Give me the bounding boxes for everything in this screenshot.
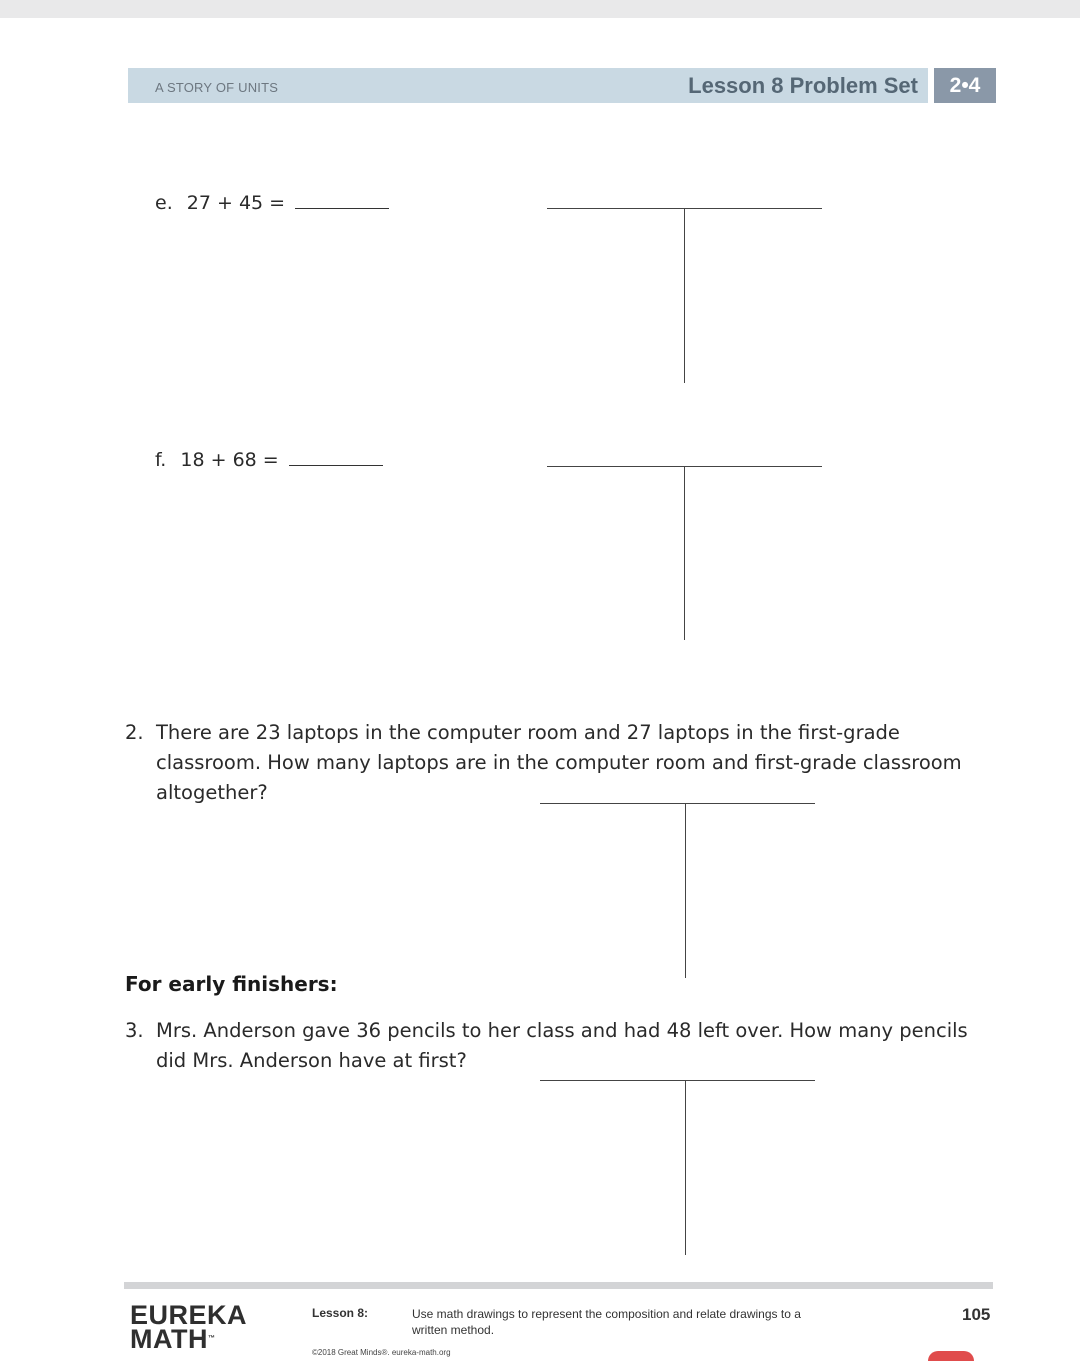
footer-rule — [124, 1282, 993, 1289]
logo-line-2: MATH — [130, 1324, 208, 1354]
logo-line-1: EUREKA — [130, 1300, 248, 1330]
lesson-title: Lesson 8 Problem Set — [688, 73, 918, 98]
problem-expression: 27 + 45 = — [186, 192, 286, 214]
footer-lesson-label: Lesson 8: — [312, 1306, 369, 1320]
footer-copyright: ©2018 Great Minds®. eureka-math.org — [312, 1348, 451, 1357]
problem-e — [155, 188, 389, 218]
problem-number: 3. — [125, 1019, 144, 1042]
top-strip — [0, 0, 1080, 18]
problem-text: Mrs. Anderson gave 36 pencils to her class and had 48 left over. How many pencils did Mrs. Anderson have at first? — [156, 1019, 968, 1072]
t-chart-top-line — [540, 803, 815, 804]
problem-label: f. — [155, 449, 167, 471]
grade-module-badge: 2•4 — [934, 68, 996, 103]
eureka-math-logo — [130, 1300, 248, 1354]
word-problem-3 — [125, 1016, 995, 1076]
t-chart-top-line — [540, 1080, 815, 1081]
page-number: 105 — [962, 1305, 991, 1324]
early-finishers-heading: For early finishers: — [125, 972, 338, 996]
problem-expression: 18 + 68 = — [180, 449, 279, 471]
answer-blank[interactable] — [289, 447, 383, 466]
t-chart-divider — [684, 466, 685, 640]
t-chart-divider — [684, 208, 685, 383]
problem-number: 2. — [125, 721, 144, 744]
trademark: ™ — [207, 1335, 216, 1342]
word-problem-2 — [125, 718, 995, 808]
footer-description: Use math drawings to represent the composition and relate drawings to a written method. — [412, 1307, 801, 1337]
problem-label: e. — [155, 192, 173, 214]
problem-f — [155, 445, 383, 475]
t-chart-divider — [685, 803, 686, 978]
corner-decoration — [928, 1351, 974, 1361]
series-label: A STORY OF UNITS — [155, 80, 279, 95]
answer-blank[interactable] — [295, 190, 389, 209]
t-chart-divider — [685, 1080, 686, 1255]
problem-text: There are 23 laptops in the computer room and 27 laptops in the first-grade classroom. How many laptops are in the computer room and first-grade classroom altogether? — [156, 721, 962, 804]
